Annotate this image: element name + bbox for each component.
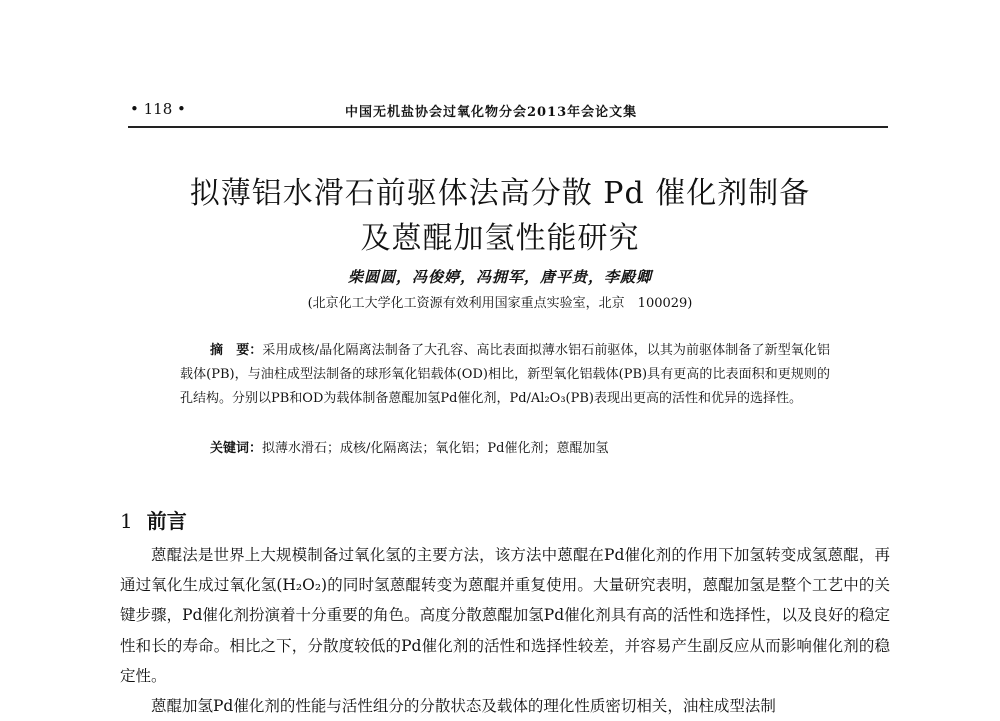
abstract <box>180 339 830 411</box>
keywords-text: 拟薄水滑石；成核/化隔离法；氧化铝；Pd催化剂；蒽醌加氢 <box>262 441 609 456</box>
header-rule <box>128 126 888 128</box>
abstract-label: 摘 要： <box>210 343 263 358</box>
page-number: • 118 • <box>130 100 186 118</box>
keywords <box>210 437 830 456</box>
authors: 柴圆圆，冯俊婷，冯拥军，唐平贵，李殿卿 <box>347 268 652 286</box>
paragraph: 蒽醌法是世界上大规模制备过氧化氢的主要方法，该方法中蒽醌在Pd催化剂的作用下加氢转变成氢蒽醌，再通过氧化生成过氧化氢(H₂O₂)的同时氢蒽醌转变为蒽醌并重复使用。大量研究表明，蒽醌加氢是整个工艺中的关键步骤，Pd催化剂扮演着十分重要的角色。高度分散蒽醌加氢Pd催化剂具有高的活性和选择性，以及良好的稳定性和长的寿命。相比之下，分散度较低的Pd催化剂的活性和选择性较差，并容易产生副反应从而影响催化剂的稳定性。 <box>120 546 890 685</box>
paragraph: 蒽醌加氢Pd催化剂的性能与活性组分的分散状态及载体的理化性质密切相关，油柱成型法制 <box>151 697 776 716</box>
abstract-text: 采用成核/晶化隔离法制备了大孔容、高比表面拟薄水铝石前驱体，以其为前驱体制备了新型氧化铝载体(PB)，与油柱成型法制备的球形氧化铝载体(OD)相比，新型氧化铝载体(PB)具有更高的比表面积和更规则的孔结构。分别以PB和OD为载体制备蒽醌加氢Pd催化剂，Pd/Al₂O₃(PB)表现出更高的活性和优异的选择性。 <box>180 343 830 406</box>
section-heading <box>120 505 187 534</box>
paper-title-line1: 拟薄铝水滑石前驱体法高分散 Pd 催化剂制备 <box>189 176 811 211</box>
paper-title-line2: 及蒽醌加氢性能研究 <box>360 221 640 256</box>
affiliation: (北京化工大学化工资源有效利用国家重点实验室，北京 100029) <box>307 296 693 311</box>
section-number: 1 <box>120 509 133 533</box>
running-header: 中国无机盐协会过氧化物分会2013年会论文集 <box>345 105 638 120</box>
keywords-label: 关键词： <box>210 441 263 456</box>
section-title: 前言 <box>146 509 187 533</box>
